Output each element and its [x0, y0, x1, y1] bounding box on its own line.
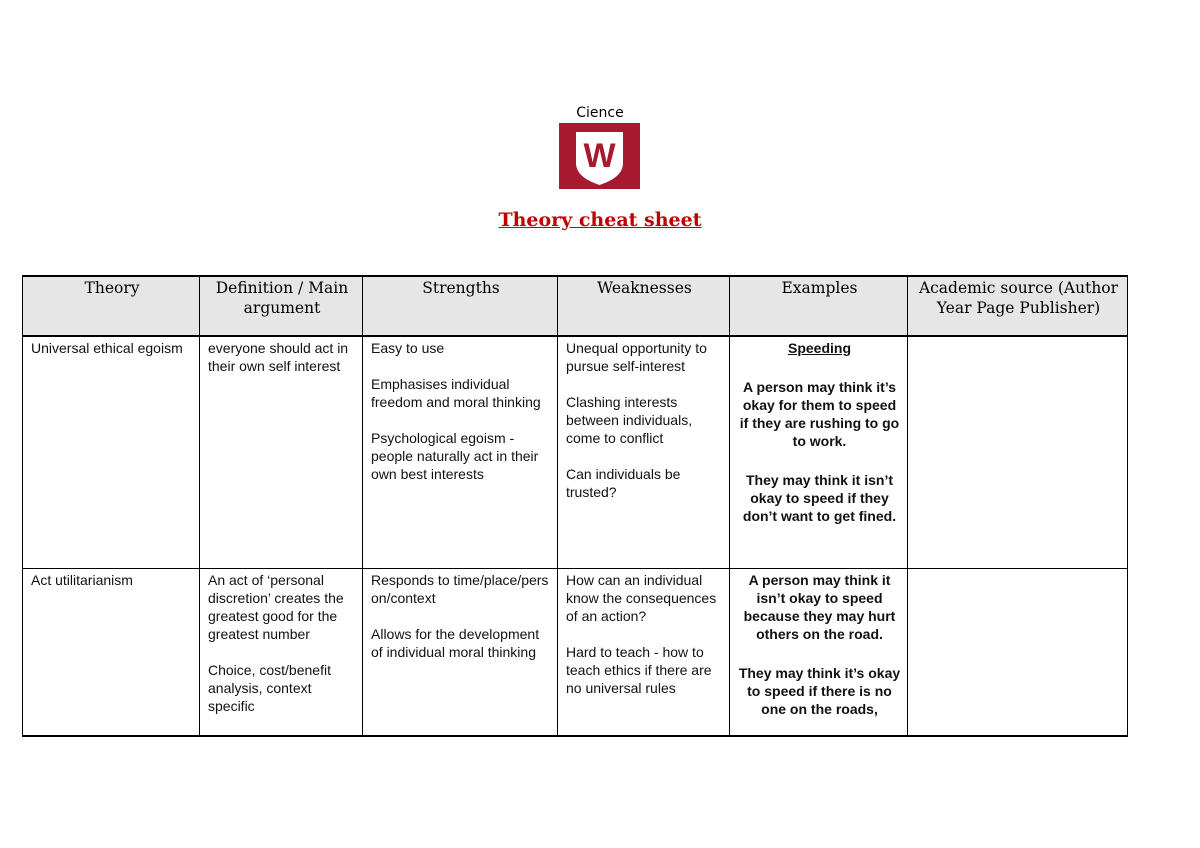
table-row: [23, 568, 1128, 736]
strength-item: Allows for the development of individual moral thinking: [371, 625, 540, 660]
definition-text: everyone should act in their own self interest: [208, 340, 349, 374]
definition-text: An act of ‘personal discretion’ creates the greatest good for the greatest number: [208, 571, 344, 642]
definition-cell: [200, 336, 363, 568]
strength-item: Responds to time/place/person/context: [371, 571, 549, 606]
strength-item: Psychological egoism - people naturally act in their own best interests: [371, 430, 539, 482]
header-examples: Examples: [730, 276, 908, 336]
source-cell: [908, 568, 1128, 736]
table-header-row: [23, 276, 1128, 336]
weakness-item: How can an individual know the consequences of an action?: [566, 571, 717, 624]
weakness-item: Hard to teach - how to teach ethics if there are no universal rules: [566, 643, 712, 696]
header-weaknesses: Weaknesses: [558, 276, 730, 336]
strengths-cell: [363, 336, 558, 568]
weakness-item: Unequal opportunity to pursue self-interest: [566, 340, 707, 374]
brand-name: Cience: [576, 105, 624, 121]
weaknesses-cell: [558, 336, 730, 568]
example-item: A person may think it’s okay for them to speed if they are rushing to go to work.: [739, 379, 900, 449]
examples-cell: [730, 336, 908, 568]
examples-cell: [730, 568, 908, 736]
weakness-item: Can individuals be trusted?: [566, 466, 681, 500]
example-item: They may think it’s okay to speed if there is no one on the roads,: [738, 664, 901, 717]
table-row: [23, 336, 1128, 568]
theory-cell: Act utilitarianism: [23, 568, 200, 736]
weaknesses-cell: [558, 568, 730, 736]
examples-heading: Speeding: [787, 340, 851, 356]
example-item: A person may think it isn’t okay to speed because they may hurt others on the road.: [743, 571, 896, 642]
theory-table: [22, 275, 1128, 737]
theory-cell: Universal ethical egoism: [23, 336, 200, 568]
definition-cell: [200, 568, 363, 736]
strength-item: Easy to use: [371, 340, 445, 356]
logo-letter: W: [583, 137, 616, 175]
source-cell: [908, 336, 1128, 568]
strengths-cell: [363, 568, 558, 736]
page-title: Theory cheat sheet: [498, 209, 702, 231]
header-strengths: Strengths: [363, 276, 558, 336]
header-theory: Theory: [23, 276, 200, 336]
definition-text: Choice, cost/benefit analysis, context specific: [208, 661, 331, 714]
weakness-item: Clashing interests between individuals, come to conflict: [566, 394, 693, 446]
example-item: They may think it isn’t okay to speed if they don’t want to get fined.: [742, 472, 897, 524]
university-shield-logo: [559, 123, 640, 189]
strength-item: Emphasises individual freedom and moral thinking: [371, 376, 541, 410]
header-definition: Definition / Main argument: [200, 276, 363, 336]
header-academic-source: Academic source (Author Year Page Publisher): [908, 276, 1128, 336]
